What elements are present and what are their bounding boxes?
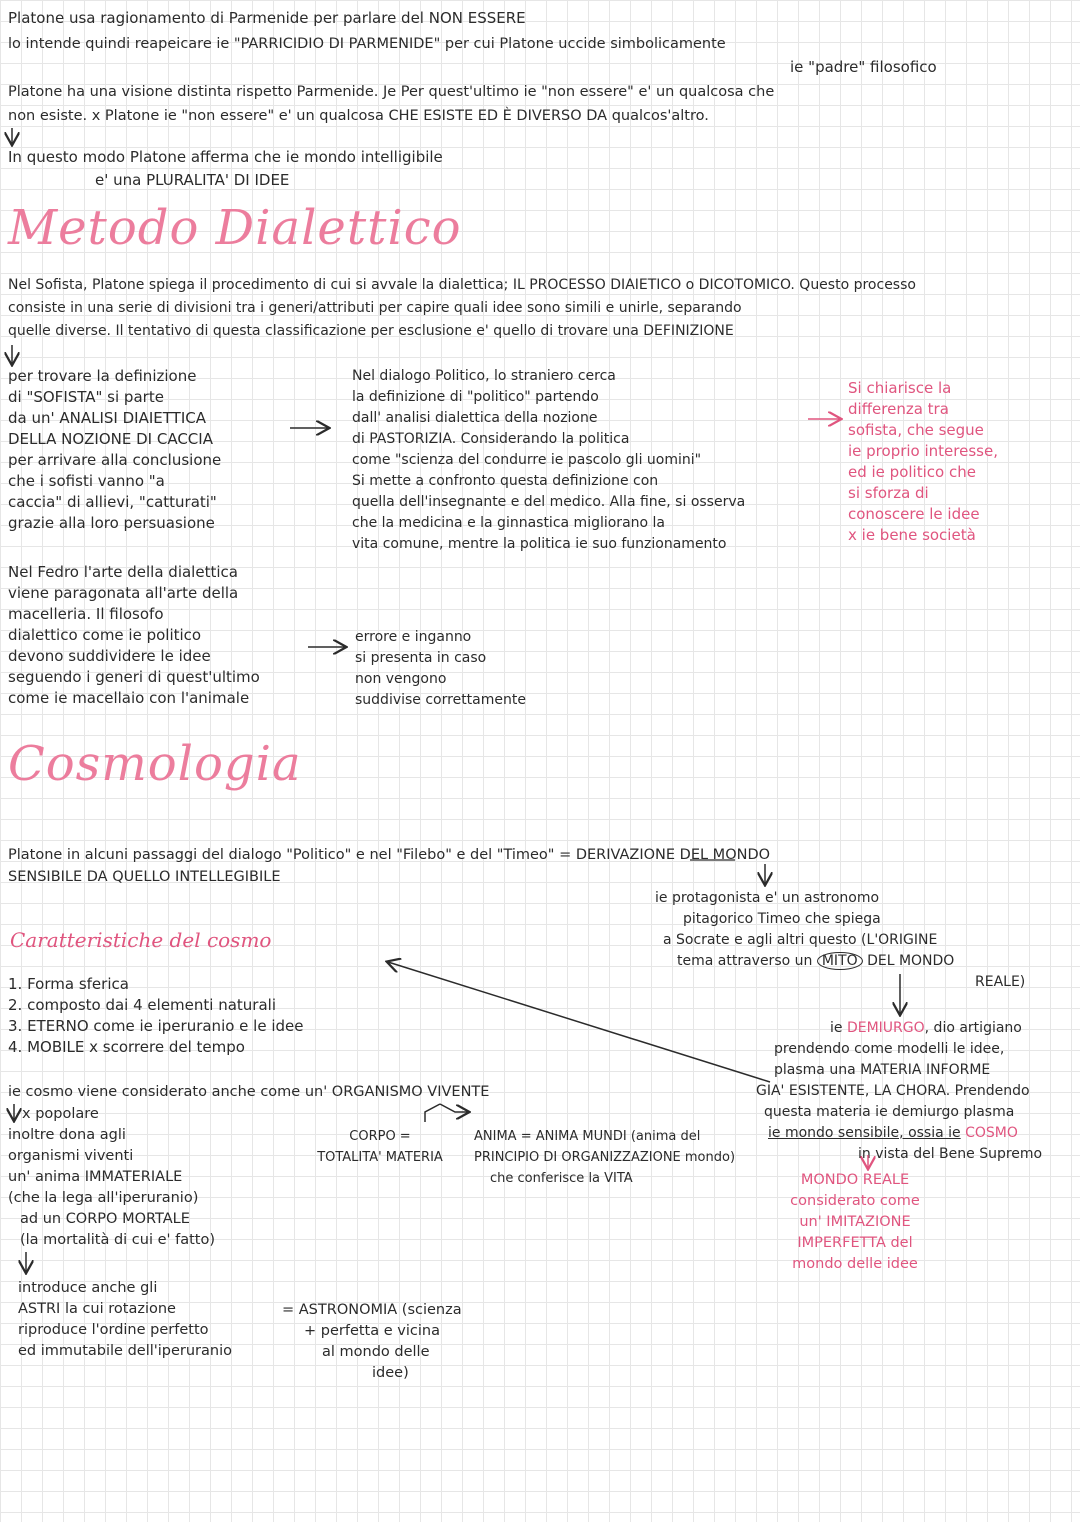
list-item: per arrivare alla conclusione bbox=[8, 451, 222, 469]
list-item: che i sofisti vanno "a bbox=[8, 472, 165, 490]
arrow-split-icon bbox=[425, 1104, 468, 1122]
list-item: quella dell'insegnante e del medico. Alla fine, si osserva bbox=[352, 494, 746, 510]
list-item: ed ie politico che bbox=[848, 463, 976, 481]
list-item: 1. Forma sferica bbox=[8, 975, 129, 993]
list-item: riproduce l'ordine perfetto bbox=[18, 1322, 209, 1338]
organismo-line: ie cosmo viene considerato anche come un' ORGANISMO VIVENTE bbox=[8, 1084, 490, 1100]
list-item: (la mortalità di cui e' fatto) bbox=[20, 1232, 215, 1248]
list-item: la definizione di "politico" partendo bbox=[352, 389, 599, 405]
list-item: ASTRI la cui rotazione bbox=[18, 1301, 176, 1317]
list-item: GIA' ESISTENTE, LA CHORA. Prendendo bbox=[756, 1083, 1030, 1099]
list-item: TOTALITA' MATERIA bbox=[317, 1150, 443, 1165]
list-item: dialettico come ie politico bbox=[8, 626, 202, 644]
list-item: che conferisce la VITA bbox=[490, 1171, 633, 1186]
list-item: MONDO REALE bbox=[800, 1172, 910, 1188]
intro-line-3: ie "padre" filosofico bbox=[790, 58, 937, 76]
list-item: x popolare bbox=[22, 1106, 99, 1122]
arrow-left-icon bbox=[388, 962, 770, 1082]
list-item: IMPERFETTA del bbox=[797, 1235, 913, 1251]
timeo-text: tema attraverso un bbox=[677, 953, 813, 969]
list-item: mondo delle idee bbox=[792, 1256, 918, 1272]
intro-line-2: lo intende quindi reapeicare ie "PARRICIDIO DI PARMENIDE" per cui Platone uccide simbolicamente bbox=[8, 36, 726, 52]
cosmologia-paragraph-1: Platone in alcuni passaggi del dialogo "Politico" e nel "Filebo" e del "Timeo" = DERIVAZIONE DEL MONDO bbox=[8, 847, 771, 863]
list-item: plasma una MATERIA INFORME bbox=[774, 1062, 991, 1078]
section-heading-cosmologia: Cosmologia bbox=[8, 736, 302, 792]
list-item: inoltre dona agli bbox=[8, 1127, 126, 1143]
list-item: REALE) bbox=[975, 974, 1026, 990]
list-item: Nel dialogo Politico, lo straniero cerca bbox=[352, 368, 616, 384]
list-item: in vista del Bene Supremo bbox=[858, 1146, 1043, 1162]
list-item: ed immutabile dell'iperuranio bbox=[18, 1343, 232, 1359]
list-item: per trovare la definizione bbox=[8, 367, 197, 385]
intro-line-6: In questo modo Platone afferma che ie mondo intelligibile bbox=[8, 148, 443, 166]
intro-line-7: e' una PLURALITA' DI IDEE bbox=[95, 171, 290, 189]
list-item: idee) bbox=[372, 1365, 409, 1381]
list-item: 2. composto dai 4 elementi naturali bbox=[8, 996, 276, 1014]
list-item: organismi viventi bbox=[8, 1148, 134, 1164]
dialettico-paragraph-1: Nel Sofista, Platone spiega il procedimento di cui si avvale la dialettica; IL PROCESSO DIAIETICO o DICOTOMICO. Questo processo bbox=[8, 277, 916, 293]
timeo-text: DEL MONDO bbox=[867, 953, 955, 969]
intro-line-4: Platone ha una visione distinta rispetto Parmenide. Je Per quest'ultimo ie "non essere" e' un qualcosa che bbox=[8, 84, 775, 100]
list-item: ad un CORPO MORTALE bbox=[20, 1211, 190, 1227]
list-item: 4. MOBILE x scorrere del tempo bbox=[8, 1038, 245, 1056]
list-item: un' IMITAZIONE bbox=[799, 1214, 911, 1230]
cosmo-word: COSMO bbox=[965, 1125, 1018, 1141]
list-item: errore e inganno bbox=[355, 629, 472, 645]
list-item: (che la lega all'iperuranio) bbox=[8, 1190, 199, 1206]
list-item: ie protagonista e' un astronomo bbox=[655, 890, 880, 906]
list-item: Si chiarisce la bbox=[848, 379, 952, 397]
list-item: al mondo delle bbox=[322, 1344, 430, 1360]
caratteristiche-title: Caratteristiche del cosmo bbox=[10, 928, 272, 952]
demiurgo-text: , dio artigiano bbox=[924, 1020, 1022, 1036]
list-item: seguendo i generi di quest'ultimo bbox=[8, 668, 260, 686]
dialettico-paragraph-2: consiste in una serie di divisioni tra i generi/attributi per capire quali idee sono simili e unirle, separando bbox=[8, 300, 742, 316]
list-item: grazie alla loro persuasione bbox=[8, 514, 215, 532]
list-item: devono suddividere le idee bbox=[8, 647, 211, 665]
list-item: come ie macellaio con l'animale bbox=[8, 689, 250, 707]
list-item: 3. ETERNO come ie iperuranio e le idee bbox=[8, 1017, 304, 1035]
list-item: differenza tra bbox=[848, 400, 949, 418]
list-item: x ie bene società bbox=[848, 526, 976, 544]
list-item: da un' ANALISI DIAIETTICA bbox=[8, 409, 206, 427]
list-item: macelleria. Il filosofo bbox=[8, 605, 164, 623]
list-item: CORPO = bbox=[349, 1129, 411, 1144]
section-heading-dialettico: Metodo Dialettico bbox=[8, 200, 462, 256]
cosmologia-paragraph-2: SENSIBILE DA QUELLO INTELLEGIBILE bbox=[8, 869, 281, 885]
list-item: come "scienza del condurre ie pascolo gli uomini" bbox=[352, 452, 702, 468]
list-item: che la medicina e la ginnastica migliorano la bbox=[352, 515, 666, 531]
list-item: si sforza di bbox=[848, 484, 929, 502]
demiurgo-text: ie mondo sensibile, ossia ie bbox=[768, 1125, 961, 1141]
dialettico-paragraph-3: quelle diverse. Il tentativo di questa classificazione per esclusione e' quello di trovare una DEFINIZIONE bbox=[8, 323, 734, 339]
demiurgo-name: DEMIURGO bbox=[846, 1020, 925, 1036]
demiurgo-text: ie bbox=[830, 1020, 843, 1036]
list-item: dall' analisi dialettica della nozione bbox=[352, 410, 598, 426]
list-item: pitagorico Timeo che spiega bbox=[683, 911, 881, 927]
list-item: introduce anche gli bbox=[18, 1280, 158, 1296]
list-item: vita comune, mentre la politica ie suo funzionamento bbox=[352, 536, 727, 552]
list-item: Nel Fedro l'arte della dialettica bbox=[8, 563, 238, 581]
list-item: + perfetta e vicina bbox=[304, 1323, 440, 1339]
list-item: ie proprio interesse, bbox=[848, 442, 998, 460]
list-item: considerato come bbox=[790, 1193, 920, 1209]
list-item: ANIMA = ANIMA MUNDI (anima del bbox=[474, 1129, 701, 1144]
list-item: = ASTRONOMIA (scienza bbox=[282, 1302, 462, 1318]
list-item: viene paragonata all'arte della bbox=[8, 584, 239, 602]
list-item: si presenta in caso bbox=[355, 650, 487, 666]
list-item: caccia" di allievi, "catturati" bbox=[8, 493, 217, 511]
mito-circle: MITO bbox=[817, 952, 863, 970]
list-item: di "SOFISTA" si parte bbox=[8, 388, 164, 406]
list-item: di PASTORIZIA. Considerando la politica bbox=[352, 431, 630, 447]
list-item: sofista, che segue bbox=[848, 421, 984, 439]
list-item: a Socrate e agli altri questo (L'ORIGINE bbox=[663, 932, 938, 948]
list-item: un' anima IMMATERIALE bbox=[8, 1169, 183, 1185]
intro-line-1: Platone usa ragionamento di Parmenide per parlare del NON ESSERE bbox=[8, 9, 526, 27]
list-item: questa materia ie demiurgo plasma bbox=[764, 1104, 1015, 1120]
list-item: non vengono bbox=[355, 671, 447, 687]
list-item: Si mette a confronto questa definizione con bbox=[352, 473, 659, 489]
intro-line-5: non esiste. x Platone ie "non essere" e' un qualcosa CHE ESISTE ED È DIVERSO DA qualcos'altro. bbox=[8, 108, 709, 124]
list-item: suddivise correttamente bbox=[355, 692, 526, 708]
list-item: PRINCIPIO DI ORGANIZZAZIONE mondo) bbox=[474, 1150, 736, 1165]
list-item: prendendo come modelli le idee, bbox=[774, 1041, 1005, 1057]
list-item: conoscere le idee bbox=[848, 505, 980, 523]
list-item: DELLA NOZIONE DI CACCIA bbox=[8, 430, 213, 448]
